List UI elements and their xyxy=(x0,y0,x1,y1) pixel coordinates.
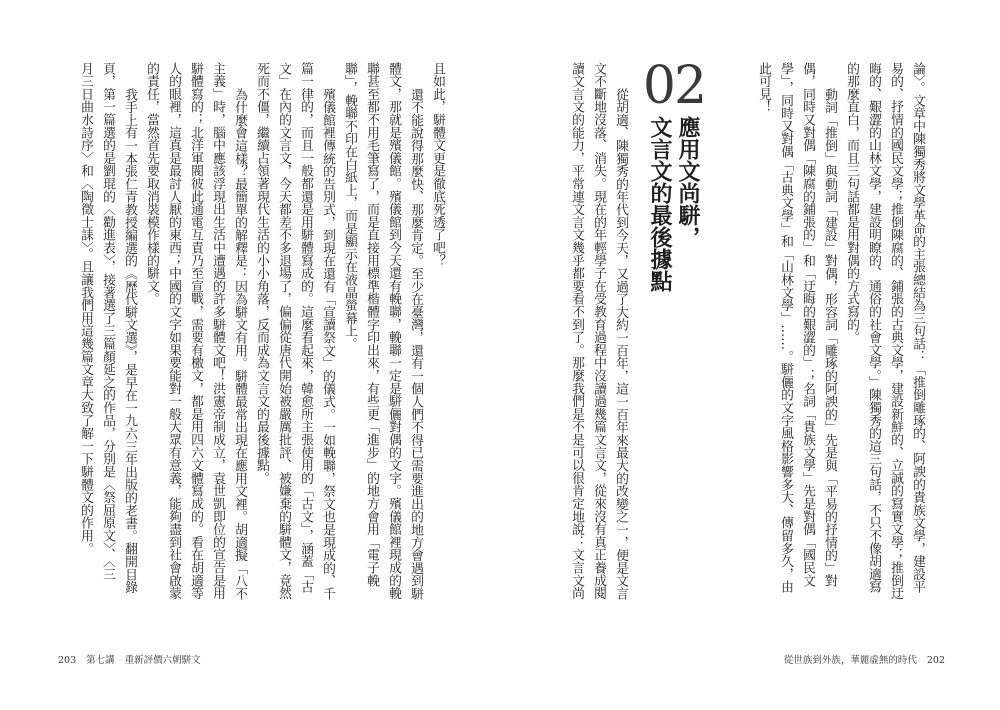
text-column: 死而不僵，繼續占領著現代生活的小小角落，反而成為文言文的最後據點。 xyxy=(254,62,269,485)
section-heading-line: 文言文的最後據點 xyxy=(647,116,673,292)
text-column: 聯」，輓聯不印在白紙上，而是顯示在液晶螢幕上。 xyxy=(342,62,357,350)
chapter-title: 重新評價六朝駢文 xyxy=(124,655,201,666)
text-column: 月三日曲水詩序〉和〈陶徵士誄〉。且讓我們用這幾篇文章大致了解一下駢體文的作用。 xyxy=(78,62,93,555)
text-column: 晦的、艱澀的山林文學，建設明瞭的、通俗的社會文學。」陳獨秀的這三句話，不只不像胡適寫 xyxy=(866,62,881,594)
text-column: 駢體寫的；北洋軍閥彼此通電互責乃至宣戰，需要有檄文，都是用四六文體寫成的。看在胡適等 xyxy=(188,62,203,600)
text-column: 讀文言文的能力，平常連文言文幾乎都要看不到了。那麼我們是不是可以很肯定地說：文言文尚 xyxy=(569,62,584,600)
text-column: 我手上有一本張仁青教授編選的《歷代駢文選》，是早在一九六三年出版的老書。翻開目錄 xyxy=(122,87,137,594)
text-column: 殯儀館裡傳統的告別式，到現在還有「宣讀祭文」的儀式。一如輓聯，祭文也是現成的、千 xyxy=(320,87,335,600)
text-column: 聯甚至都不用毛筆寫了，而是直接用標準楷體字印出來，有些更「進步」的地方會用「電子輓 xyxy=(364,62,379,587)
text-column: 的那麼直白，而且三句話都是用對偶的方式寫的。 xyxy=(844,62,859,344)
right-page xyxy=(500,0,1000,710)
page-footer xyxy=(58,655,201,667)
text-column: 文」在內的文言文，今天都差不多退場了，偏偏從唐代開始被嚴厲批評、被嫌棄的駢體文，竟然 xyxy=(276,62,291,600)
text-column: 文不斷地沒落、消失。現在的年輕學子在受教育過程中沒讀過幾篇文言文，從來沒有真正養成閱 xyxy=(591,62,606,600)
text-column: 學」，同時又對偶「古典文學」和「山林文學」……。駢儷的文字風格影響多大、傳留多久，由 xyxy=(778,62,793,594)
text-column: 主義」時，腦中應該浮現出生活中遭遇的許多駢體文吧！洪憲帝制成立，袁世凱即位的宣告是用 xyxy=(210,62,225,600)
text-column: 且如此，駢體文更是徹底死透了吧？ xyxy=(430,62,445,267)
text-column: 為什麼會這樣？最簡單的解釋是：因為駢文有用。駢體最常出現在應用文裡。胡適擬「八不 xyxy=(232,87,247,600)
page-footer xyxy=(784,655,945,667)
text-column: 論〉。文章中陳獨秀將文學革命的主張總結為三句話：「推倒雕琢的、阿諛的貴族文學，建設平 xyxy=(910,62,925,594)
text-column: 偶，同時又對偶「陳腐的鋪張的」和「迂晦的艱澀的」；名詞「貴族文學」先是對偶「國民文 xyxy=(800,62,815,587)
text-column: 動詞「推倒」與動詞「建設」對偶，形容詞「雕琢的阿諛的」先是與「平易的抒情的」對 xyxy=(822,87,837,587)
text-column: 頁，第一篇選的是劉琨的〈勸進表〉，接著選了三篇顏延之的作品，分別是〈祭屈原文〉、〈三 xyxy=(100,62,115,581)
running-title: 從世族到外族，華麗虛無的時代 xyxy=(783,655,917,666)
text-column: 的責任，當然首先要取消裝模作樣的駢文。 xyxy=(144,62,159,306)
text-column: 還不能說得那麼快、那麼肯定。至少在臺灣，還有一個人們不得已需要進出的地方會遇到駢 xyxy=(408,87,423,600)
text-column: 易的、抒情的國民文學；推倒陳腐的、鋪張的古典文學，建設新鮮的、立誠的寫實文學；推倒迂 xyxy=(888,62,903,600)
text-column: 從胡適、陳獨秀的年代到今天，又過了大約一百年，這一百年來最大的改變之一，便是文言 xyxy=(613,87,628,600)
section-number: 02 xyxy=(642,56,706,116)
section-heading-line: 應用文尚駢， xyxy=(675,116,701,248)
text-column: 此可見！ xyxy=(756,62,771,114)
page-number: 202 xyxy=(926,655,945,666)
chapter-label: 第七講 xyxy=(86,655,115,666)
page-number: 203 xyxy=(58,655,77,666)
text-column: 人的眼裡，這真是最討人厭的東西；中國的文字如果要能對一般大眾有意義，能夠盡到社會啟蒙 xyxy=(166,62,181,600)
text-column: 體文，那就是殯儀館。殯儀館到今天還有輓聯，輓聯一定是駢儷對偶的文字。殯儀館裡現成的輓 xyxy=(386,62,401,600)
text-column: 篇一律的，而且一般都還是用駢體寫成的。這麼看起來，韓愈所主張使用的「古文」，涵蓋「古 xyxy=(298,62,313,594)
